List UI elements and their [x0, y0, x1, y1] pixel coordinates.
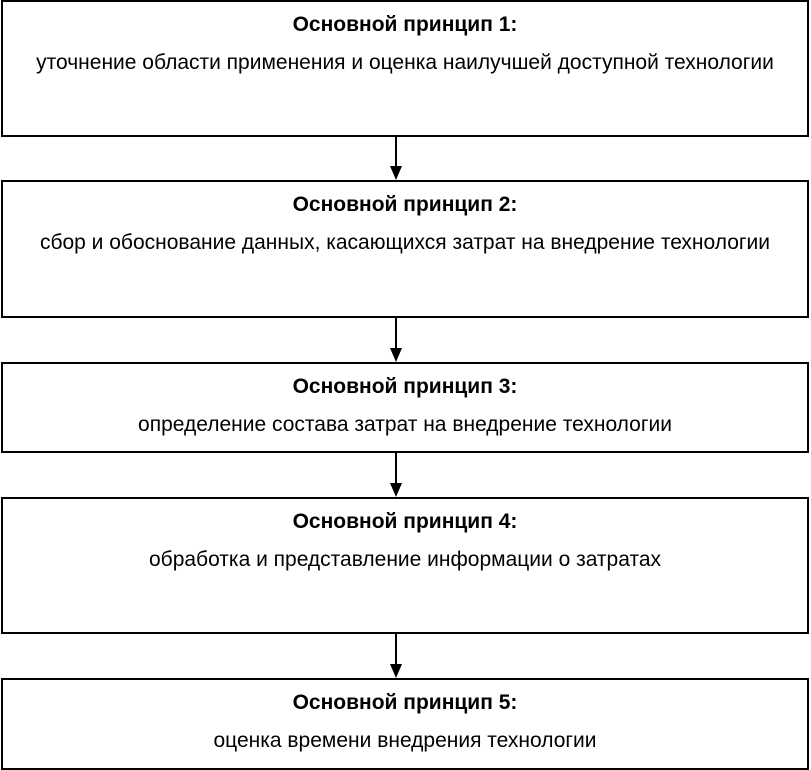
principle-box-2	[1, 180, 809, 318]
principle-title-5: Основной принцип 5:	[292, 691, 518, 714]
principle-description-4: обработка и представление информации о затратах	[148, 548, 662, 571]
principle-title-1: Основной принцип 1:	[292, 13, 518, 36]
principle-box-4	[1, 497, 809, 634]
down-arrow-icon	[388, 318, 404, 362]
principle-box-5	[1, 678, 809, 770]
principle-box-3	[1, 362, 809, 453]
down-arrow-icon	[388, 453, 404, 497]
down-arrow-icon	[388, 634, 404, 678]
principle-box-1	[1, 0, 809, 137]
principle-description-2: сбор и обоснование данных, касающихся затрат на внедрение технологии	[39, 231, 771, 254]
down-arrow-icon	[388, 137, 404, 180]
principle-description-1: уточнение области применения и оценка наилучшей доступной технологии	[36, 51, 774, 74]
principle-title-4: Основной принцип 4:	[292, 510, 518, 533]
principle-description-5: оценка времени внедрения технологии	[213, 729, 597, 752]
principle-title-2: Основной принцип 2:	[292, 193, 518, 216]
principle-description-3: определение состава затрат на внедрение технологии	[138, 413, 672, 436]
principle-title-3: Основной принцип 3:	[292, 375, 518, 398]
